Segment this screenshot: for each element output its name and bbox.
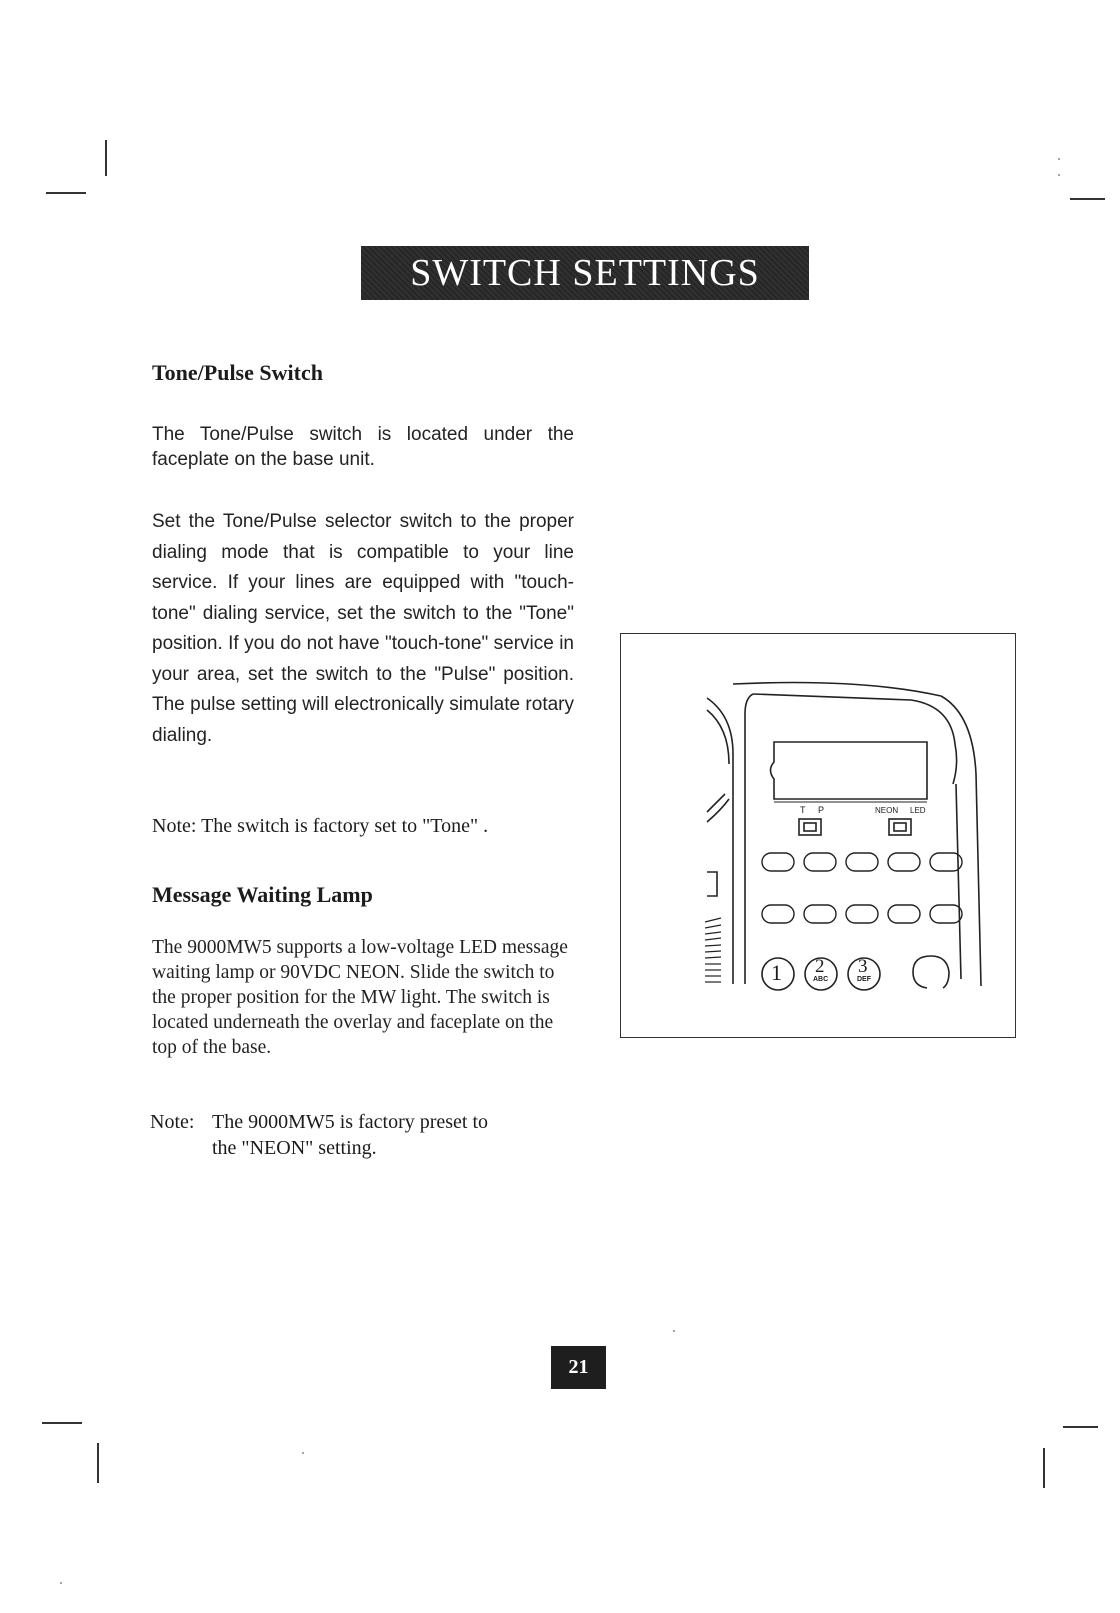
- button-row-2: [762, 905, 962, 923]
- housing-inner: [753, 694, 957, 784]
- housing-left-edge-c: [707, 799, 729, 822]
- speaker-grille-icon: [705, 918, 721, 982]
- label-p: P: [818, 805, 825, 815]
- feature-button: [804, 853, 836, 871]
- tone-pulse-note: Note: The switch is factory set to "Tone" .: [152, 815, 489, 837]
- feature-button: [930, 905, 962, 923]
- feature-button: [846, 853, 878, 871]
- handset-slot-icon: [707, 872, 717, 896]
- section-title-bar: [361, 246, 809, 300]
- tone-pulse-switch-slider: [804, 823, 816, 831]
- feature-button: [804, 905, 836, 923]
- message-waiting-note-line1: The 9000MW5 is factory preset to: [212, 1111, 489, 1133]
- scan-speck: [60, 1582, 62, 1584]
- message-waiting-note-label: Note:: [150, 1111, 195, 1133]
- message-waiting-note-line2: the "NEON" setting.: [212, 1137, 377, 1159]
- scan-speck: [302, 1452, 304, 1454]
- tone-pulse-para-location: [152, 422, 574, 472]
- feature-button: [888, 853, 920, 871]
- scan-speck: [673, 1330, 675, 1332]
- housing-inner-left: [745, 694, 753, 984]
- crop-mark-left-top-horizontal: [46, 192, 86, 194]
- scan-speck: [1058, 158, 1060, 160]
- message-waiting-para-text: The 9000MW5 supports a low-voltage LED message waiting lamp or 90VDC NEON. Slide the switch to the proper position for the MW light. The switch is located underneath the overlay and faceplate on the top of the base.: [152, 937, 568, 1058]
- key-3-label: 3: [858, 956, 868, 977]
- scan-speck: [1058, 174, 1060, 176]
- tone-pulse-heading: Tone/Pulse Switch: [152, 360, 323, 385]
- housing-left-edge-a: [707, 698, 733, 984]
- feature-button: [888, 905, 920, 923]
- key-2-label: 2: [815, 956, 825, 977]
- label-t: T: [800, 805, 806, 815]
- message-waiting-para: [152, 935, 580, 1060]
- phone-base-illustration: [620, 633, 1016, 1038]
- feature-button: [762, 853, 794, 871]
- crop-mark-left-top-vertical: [105, 140, 107, 176]
- label-neon: NEON: [875, 806, 899, 815]
- key-partial-circle: [913, 956, 949, 988]
- page-title: SWITCH SETTINGS: [410, 252, 760, 294]
- crop-mark-left-bottom-horizontal: [42, 1422, 82, 1424]
- neon-led-switch-slider: [894, 823, 906, 831]
- page-number-badge: [551, 1346, 606, 1389]
- page-number: 21: [568, 1356, 589, 1378]
- crop-mark-right-bottom-vertical: [1043, 1448, 1045, 1488]
- message-waiting-heading: Message Waiting Lamp: [152, 882, 373, 907]
- feature-button: [846, 905, 878, 923]
- display-window: [771, 742, 928, 799]
- housing-inner-right-edge: [956, 784, 961, 979]
- housing-outer-right: [941, 696, 981, 986]
- crop-mark-right-bottom-horizontal: [1063, 1426, 1098, 1428]
- key-3-sublabel: DEF: [857, 976, 871, 983]
- crop-mark-right-top-horizontal: [1070, 198, 1105, 200]
- crop-mark-left-bottom-vertical: [97, 1443, 99, 1483]
- tone-pulse-switch-icon: [799, 819, 821, 835]
- button-row-1: [762, 853, 962, 871]
- tone-pulse-para1-text: The Tone/Pulse switch is located under the faceplate on the base unit.: [152, 424, 574, 470]
- tone-pulse-para2-text: Set the Tone/Pulse selector switch to the proper dialing mode that is compatible to your line service. If your lines are equipped with "touch-tone" dialing service, set the switch to the "Tone" position. If you do not have "touch-tone" service in your area, set the switch to the "Pulse" position. The pulse setting will electronically simulate rotary dialing.: [152, 511, 574, 746]
- neon-led-switch-icon: [889, 819, 911, 835]
- key-2-sublabel: ABC: [813, 976, 829, 983]
- housing-left-edge-d: [707, 794, 725, 812]
- label-led: LED: [910, 806, 926, 815]
- feature-button: [762, 905, 794, 923]
- key-1-label: 1: [771, 960, 782, 985]
- tone-pulse-para-instructions: [152, 507, 574, 751]
